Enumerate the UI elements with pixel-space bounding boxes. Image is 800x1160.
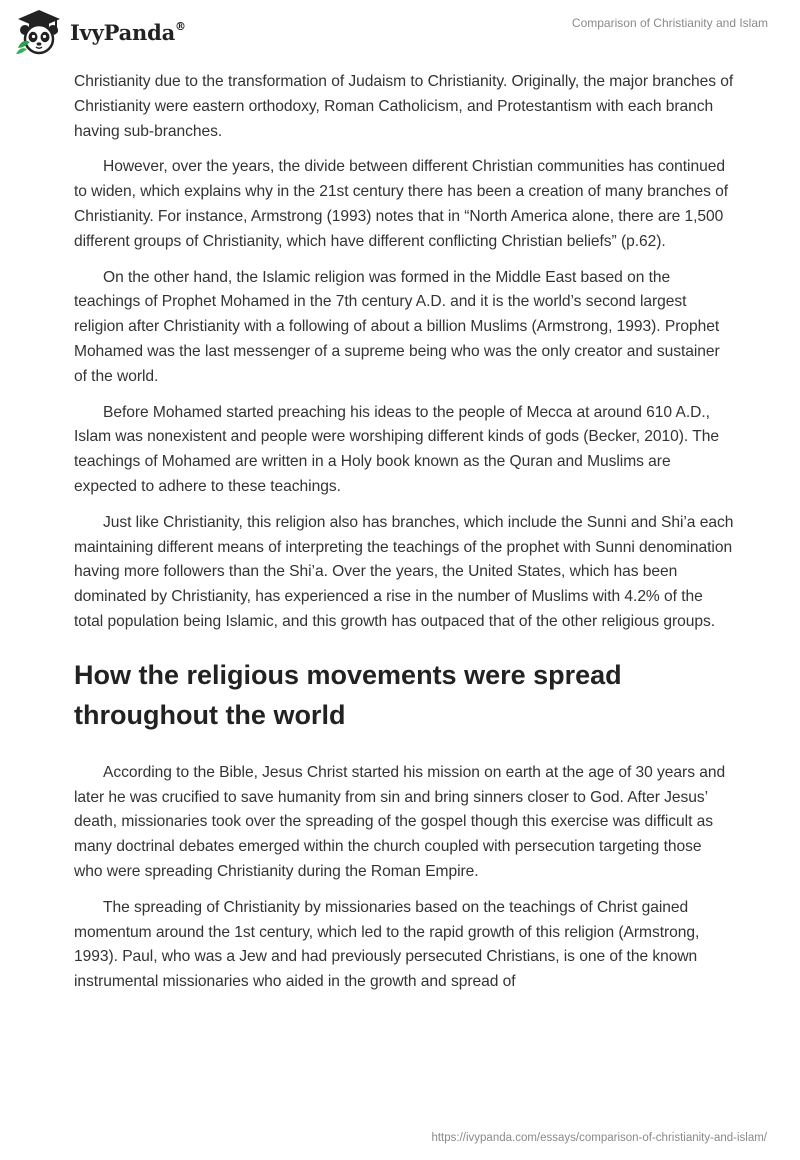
paragraph: Just like Christianity, this religion also has branches, which include the Sunni and Shi’a each maintaining different means of interpreting the teachings of the prophet with Sunni denomination having more followers than the Shi’a. Over the years, the United States, which has been dominated by Christianity, has experienced a rise in the number of Muslims with 4.2% of the total population being Islamic, and this growth has outpaced that of the other religious groups. xyxy=(74,513,734,630)
paragraph: According to the Bible, Jesus Christ started his mission on earth at the age of 30 years and later he was crucified to save humanity from sin and bring sinners closer to God. After Jesus’ death, missionaries took over the spreading of the gospel though this exercise was difficult as many doctrinal debates emerged within the church coupled with persecution targeting those who were spreading Christianity during the Roman Empire. xyxy=(74,763,726,880)
panda-graduate-icon xyxy=(14,8,64,56)
page-header xyxy=(0,0,800,64)
paragraph: Christianity due to the transformation of Judaism to Christianity. Originally, the major branches of Christianity were eastern orthodoxy, Roman Catholicism, and Protestantism with each branch having sub-branches. xyxy=(74,73,734,140)
paragraph: On the other hand, the Islamic religion was formed in the Middle East based on the teachings of Prophet Mohamed in the 7th century A.D. and it is the world’s second largest religion after Christianity with a following of about a billion Muslims (Armstrong, 1993). Prophet Mohamed was the last messenger of a supreme being who was the only creator and sustainer of the world. xyxy=(74,268,720,385)
source-url[interactable]: https://ivypanda.com/essays/comparison-of-christianity-and-islam/ xyxy=(431,1132,767,1144)
brand-logo[interactable] xyxy=(14,8,186,56)
brand-name: IvyPanda® xyxy=(70,19,186,45)
article-body xyxy=(74,70,734,1006)
section-heading: How the religious movements were spread throughout the world xyxy=(74,659,622,730)
paragraph: Before Mohamed started preaching his ideas to the people of Mecca at around 610 A.D., Islam was nonexistent and people were worshiping different kinds of gods (Becker, 2010). The teachings of Mohamed are written in a Holy book known as the Quran and Muslims are expected to adhere to these teachings. xyxy=(74,403,719,495)
paragraph: However, over the years, the divide between different Christian communities has continued to widen, which explains why in the 21st century there has been a creation of many branches of Christianity. For instance, Armstrong (1993) notes that in “North America alone, there are 1,500 different groups of Christianity, which have different conflicting Christian beliefs” (p.62). xyxy=(74,158,729,250)
document-title: Comparison of Christianity and Islam xyxy=(571,16,768,30)
paragraph: The spreading of Christianity by missionaries based on the teachings of Christ gained momentum around the 1st century, which led to the rapid growth of this religion (Armstrong, 1993). Paul, who was a Jew and had previously persecuted Christians, is one of the known instrumental missionaries who aided in the growth and spread of xyxy=(74,898,700,991)
